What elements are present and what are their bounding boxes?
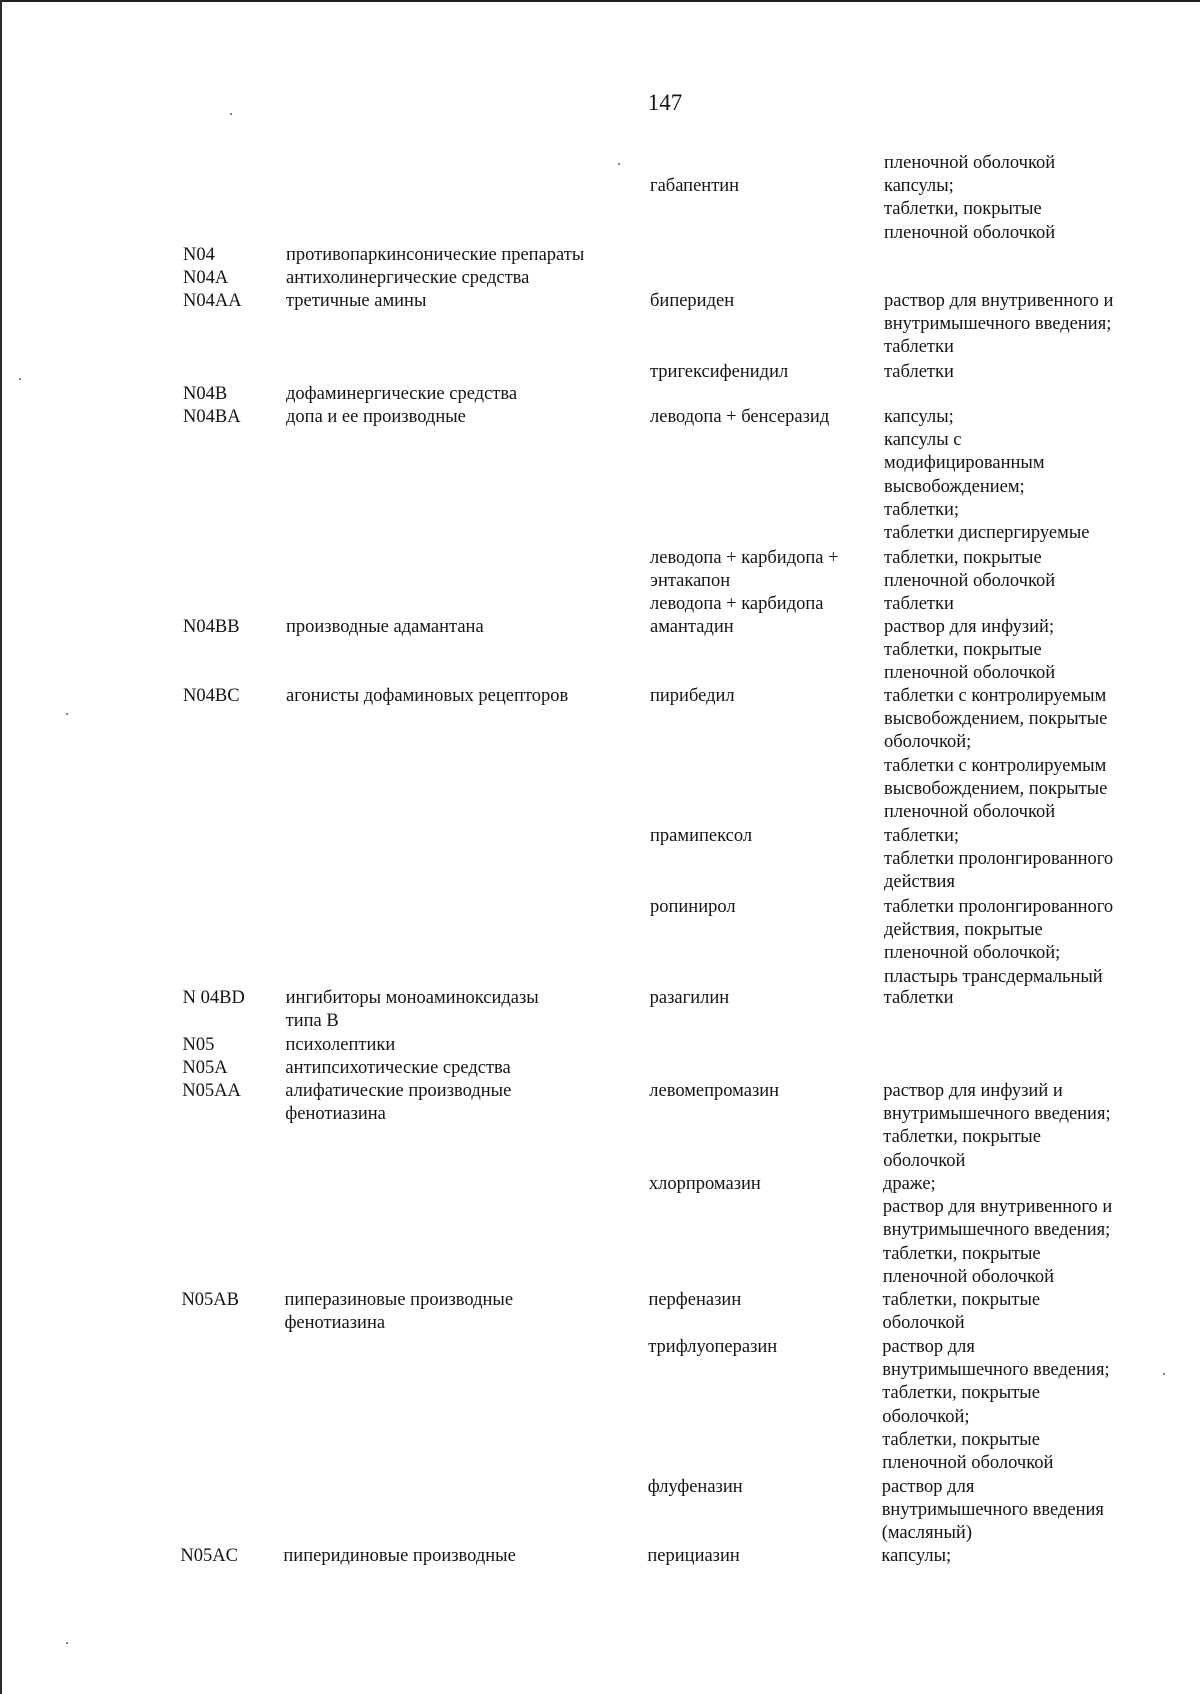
drug-name: [650, 547, 839, 593]
dosage-form-line: таблетки, покрытые: [882, 1429, 1040, 1450]
scan-speck: [1163, 1373, 1165, 1375]
anatomical-therapeutic-group: [286, 267, 529, 290]
dosage-form-line: пленочной оболочкой: [884, 222, 1056, 243]
anatomical-therapeutic-group-line: третичные амины: [286, 291, 427, 311]
dosage-form-line: пленочной оболочкой: [884, 571, 1056, 592]
drug-name: левомепромазин: [649, 1081, 780, 1101]
dosage-form: [884, 361, 954, 384]
atc-code: N05AB: [181, 1290, 239, 1310]
scan-speck: [66, 1642, 68, 1644]
anatomical-therapeutic-group: [286, 290, 426, 313]
dosage-form-line: пленочной оболочкой;: [884, 943, 1061, 964]
dosage-form-line: внутримышечного введения;: [882, 1360, 1110, 1381]
dosage-form-line: капсулы;: [884, 407, 954, 427]
dosage-form: [884, 406, 1089, 545]
drug-name: тригексифенидил: [650, 362, 789, 382]
anatomical-therapeutic-group-line: психолептики: [285, 1035, 396, 1055]
dosage-form-line: раствор для инфузий и: [883, 1081, 1063, 1101]
dosage-form-line: раствор для: [882, 1337, 975, 1357]
drug-name: разагилин: [649, 988, 730, 1008]
anatomical-therapeutic-group: [286, 685, 568, 708]
dosage-form: [884, 825, 1113, 895]
dosage-form: [884, 152, 1055, 245]
drug-name: флуфеназин: [647, 1477, 743, 1497]
dosage-form-line: раствор для инфузий;: [884, 617, 1055, 637]
dosage-form-line: пленочной оболочкой: [884, 153, 1056, 173]
dosage-form-line: таблетки;: [884, 826, 960, 846]
dosage-form-line: таблетки: [884, 337, 954, 358]
dosage-form-line: раствор для внутривенного и: [882, 1197, 1113, 1218]
drug-name: перфеназин: [648, 1290, 742, 1310]
dosage-form-line: действия, покрытые: [884, 920, 1043, 941]
atc-code: N 04BD: [182, 988, 245, 1008]
anatomical-therapeutic-group-line: антихолинергические средства: [286, 268, 530, 288]
dosage-form: [881, 1545, 951, 1568]
dosage-form: [884, 896, 1113, 989]
anatomical-therapeutic-group: [286, 987, 539, 1033]
atc-code: N04BB: [183, 617, 240, 637]
dosage-form-line: внутримышечного введения;: [882, 1220, 1111, 1241]
anatomical-therapeutic-group-line: типа В: [285, 1011, 339, 1032]
dosage-form-line: таблетки, покрытые: [883, 1127, 1041, 1148]
dosage-form-line: раствор для: [881, 1477, 975, 1497]
dosage-form: [884, 547, 1055, 593]
atc-code: N05: [182, 1035, 215, 1055]
anatomical-therapeutic-group-line: фенотиазина: [284, 1313, 386, 1334]
dosage-form-line: пленочной оболочкой: [884, 802, 1056, 823]
dosage-form-line: таблетки, покрытые: [884, 548, 1042, 568]
atc-code: N04BA: [183, 407, 241, 427]
anatomical-therapeutic-group: [285, 1080, 511, 1126]
drug-name: ропинирол: [650, 897, 736, 917]
scan-border-top: [0, 0, 1200, 2]
drug-name: леводопа + карбидопа: [650, 594, 824, 614]
drug-name: пирибедил: [650, 686, 735, 706]
dosage-form-line: пленочной оболочкой: [882, 1266, 1055, 1287]
dosage-form-line: таблетки, покрытые: [882, 1290, 1041, 1310]
dosage-form: [884, 593, 954, 616]
dosage-form: [882, 1289, 1040, 1335]
scan-speck: [19, 378, 21, 380]
dosage-form-line: таблетки пролонгированного: [884, 897, 1114, 917]
dosage-form-line: таблетки, покрытые: [882, 1383, 1040, 1404]
dosage-form-line: раствор для внутривенного и: [884, 291, 1114, 311]
dosage-form-line: пластырь трансдермальный: [884, 966, 1103, 987]
anatomical-therapeutic-group: [286, 383, 517, 406]
dosage-form-line: таблетки, покрытые: [882, 1243, 1041, 1264]
dosage-form-line: внутримышечного введения;: [883, 1104, 1111, 1125]
dosage-form-line: таблетки: [884, 362, 954, 382]
dosage-form-line: внутримышечного введения: [881, 1500, 1104, 1521]
dosage-form-line: таблетки, покрытые: [884, 199, 1042, 220]
anatomical-therapeutic-group-line: агонисты дофаминовых рецепторов: [286, 686, 569, 706]
anatomical-therapeutic-group-line: алифатические производные: [285, 1081, 512, 1101]
dosage-form-line: пленочной оболочкой: [884, 663, 1056, 684]
anatomical-therapeutic-group-line: производные адамантана: [286, 617, 484, 637]
atc-code: N05AA: [182, 1081, 241, 1101]
dosage-form-line: высвобождением, покрытые: [884, 778, 1108, 799]
dosage-form-line: высвобождением;: [884, 476, 1025, 497]
dosage-form-line: внутримышечного введения;: [884, 314, 1112, 335]
dosage-form-line: драже;: [882, 1174, 936, 1194]
anatomical-therapeutic-group-line: дофаминергические средства: [286, 384, 518, 404]
dosage-form-line: таблетки: [884, 594, 954, 614]
atc-code: N04BC: [183, 686, 240, 706]
atc-code: N05A: [182, 1058, 228, 1078]
dosage-form: [884, 616, 1055, 686]
dosage-form-line: высвобождением, покрытые: [884, 709, 1108, 730]
dosage-form: [884, 987, 954, 1010]
anatomical-therapeutic-group: [285, 1034, 395, 1057]
dosage-form: [883, 1173, 1112, 1289]
dosage-form: [883, 1080, 1110, 1173]
atc-code: N04: [183, 245, 215, 265]
anatomical-therapeutic-group-line: фенотиазина: [285, 1104, 386, 1125]
drug-name-line: энтакапон: [650, 571, 731, 592]
dosage-form-line: оболочкой: [883, 1150, 966, 1171]
drug-name: амантадин: [650, 617, 734, 637]
anatomical-therapeutic-group-line: противопаркинсонические препараты: [286, 245, 585, 265]
anatomical-therapeutic-group: [286, 406, 466, 429]
anatomical-therapeutic-group-line: допа и ее производные: [286, 407, 466, 427]
dosage-form-line: таблетки с контролируемым: [884, 686, 1107, 706]
drug-name: трифлуоперазин: [648, 1337, 778, 1357]
atc-code: N05AC: [180, 1546, 238, 1566]
dosage-form-line: капсулы;: [881, 1546, 952, 1566]
dosage-form-line: таблетки: [883, 988, 954, 1008]
dosage-form-line: оболочкой;: [882, 1406, 970, 1427]
page-number: 147: [647, 90, 683, 115]
dosage-form-line: действия: [884, 872, 955, 893]
atc-code: N04AA: [183, 291, 242, 311]
anatomical-therapeutic-group: [285, 1057, 510, 1080]
drug-name: перициазин: [647, 1546, 740, 1566]
dosage-form: [884, 290, 1113, 360]
dosage-form-line: капсулы;: [884, 176, 954, 197]
drug-name: прамипексол: [650, 826, 753, 846]
anatomical-therapeutic-group-line: антипсихотические средства: [285, 1058, 511, 1078]
dosage-form-line: оболочкой: [882, 1313, 965, 1334]
dosage-form-line: таблетки диспергируемые: [884, 523, 1090, 544]
anatomical-therapeutic-group-line: пиперазиновые производные: [284, 1290, 514, 1310]
anatomical-therapeutic-group: [286, 244, 584, 267]
scan-speck: [618, 163, 620, 165]
scan-speck: [66, 713, 68, 715]
atc-code: N04B: [183, 384, 228, 404]
anatomical-therapeutic-group: [283, 1545, 515, 1568]
dosage-form-line: таблетки, покрытые: [884, 640, 1042, 661]
drug-name: хлорпромазин: [648, 1174, 761, 1194]
dosage-form: [884, 685, 1107, 824]
anatomical-therapeutic-group-line: пиперидиновые производные: [283, 1546, 516, 1566]
anatomical-therapeutic-group-line: ингибиторы моноаминоксидазы: [285, 988, 539, 1008]
drug-name: габапентин: [650, 176, 740, 196]
dosage-form-line: капсулы с: [884, 430, 962, 451]
atc-code: N04A: [183, 268, 229, 288]
dosage-form-line: таблетки с контролируемым: [884, 755, 1107, 776]
dosage-form-line: таблетки;: [884, 499, 960, 520]
scan-border-left: [0, 0, 2, 1694]
dosage-form-line: пленочной оболочкой: [882, 1453, 1054, 1474]
dosage-form-line: (масляный): [881, 1523, 972, 1544]
anatomical-therapeutic-group: [284, 1289, 513, 1335]
dosage-form-line: оболочкой;: [884, 732, 972, 753]
drug-name-line: леводопа + карбидопа +: [650, 548, 839, 568]
drug-name: бипериден: [650, 291, 735, 311]
dosage-form-line: модифицированным: [884, 453, 1045, 474]
anatomical-therapeutic-group: [286, 616, 484, 639]
dosage-form: [882, 1336, 1109, 1475]
dosage-form-line: таблетки пролонгированного: [884, 849, 1114, 870]
drug-name: леводопа + бенсеразид: [650, 407, 830, 427]
dosage-form: [882, 1476, 1104, 1546]
